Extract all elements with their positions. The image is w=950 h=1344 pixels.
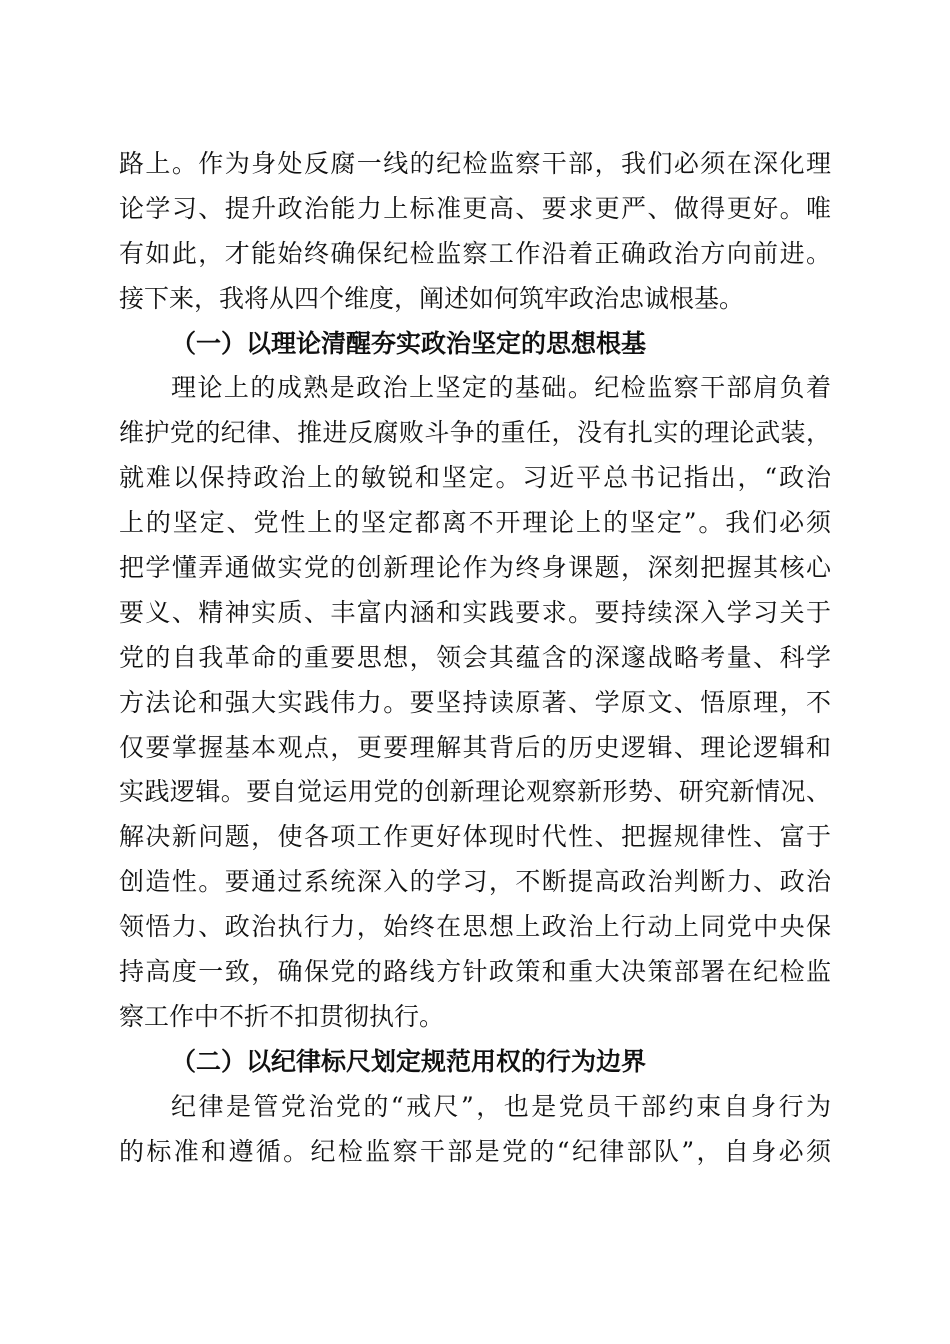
body-text-line: 论学习、提升政治能力上标准更高、要求更严、做得更好。唯 bbox=[119, 193, 831, 223]
paragraph-first-line: 理论上的成熟是政治上坚定的基础。纪检监察干部肩负着 bbox=[171, 373, 831, 403]
body-text-line: 路上。作为身处反腐一线的纪检监察干部，我们必须在深化理 bbox=[119, 149, 831, 178]
body-text-line: 方法论和强大实践伟力。要坚持读原著、学原文、悟原理，不 bbox=[119, 687, 831, 717]
body-text-line: 的标准和遵循。纪检监察干部是党的“纪律部队”，自身必须 bbox=[119, 1136, 831, 1166]
body-text-line: 党的自我革命的重要思想，领会其蕴含的深邃战略考量、科学 bbox=[119, 642, 831, 672]
section-heading-1: （一）以理论清醒夯实政治坚定的思想根基 bbox=[171, 328, 647, 358]
body-text-line: 上的坚定、党性上的坚定都离不开理论上的坚定”。我们必须 bbox=[119, 508, 831, 538]
body-text-line: 领悟力、政治执行力，始终在思想上政治上行动上同党中央保 bbox=[119, 912, 831, 942]
paragraph-first-line: 纪律是管党治党的“戒尺”，也是党员干部约束自身行为 bbox=[171, 1091, 831, 1121]
body-text-line: 就难以保持政治上的敏锐和坚定。习近平总书记指出，“政治 bbox=[119, 463, 831, 493]
body-text-line: 接下来，我将从四个维度，阐述如何筑牢政治忠诚根基。 bbox=[119, 283, 745, 313]
body-text-line: 实践逻辑。要自觉运用党的创新理论观察新形势、研究新情况、 bbox=[119, 777, 831, 807]
body-text-line: 维护党的纪律、推进反腐败斗争的重任，没有扎实的理论武装， bbox=[119, 418, 831, 448]
body-text-line: 把学懂弄通做实党的创新理论作为终身课题，深刻把握其核心 bbox=[119, 553, 831, 583]
body-text-line: 有如此，才能始终确保纪检监察工作沿着正确政治方向前进。 bbox=[119, 238, 831, 268]
body-text-line: 持高度一致，确保党的路线方针政策和重大决策部署在纪检监 bbox=[119, 957, 831, 987]
body-text-line: 察工作中不折不扣贯彻执行。 bbox=[119, 1001, 445, 1031]
body-text-line: 仅要掌握基本观点，更要理解其背后的历史逻辑、理论逻辑和 bbox=[119, 732, 831, 762]
body-text-line: 创造性。要通过系统深入的学习，不断提高政治判断力、政治 bbox=[119, 867, 831, 897]
section-heading-2: （二）以纪律标尺划定规范用权的行为边界 bbox=[171, 1046, 647, 1076]
document-body bbox=[119, 142, 831, 1174]
body-text-line: 解决新问题，使各项工作更好体现时代性、把握规律性、富于 bbox=[119, 822, 831, 852]
body-text-line: 要义、精神实质、丰富内涵和实践要求。要持续深入学习关于 bbox=[119, 597, 831, 627]
